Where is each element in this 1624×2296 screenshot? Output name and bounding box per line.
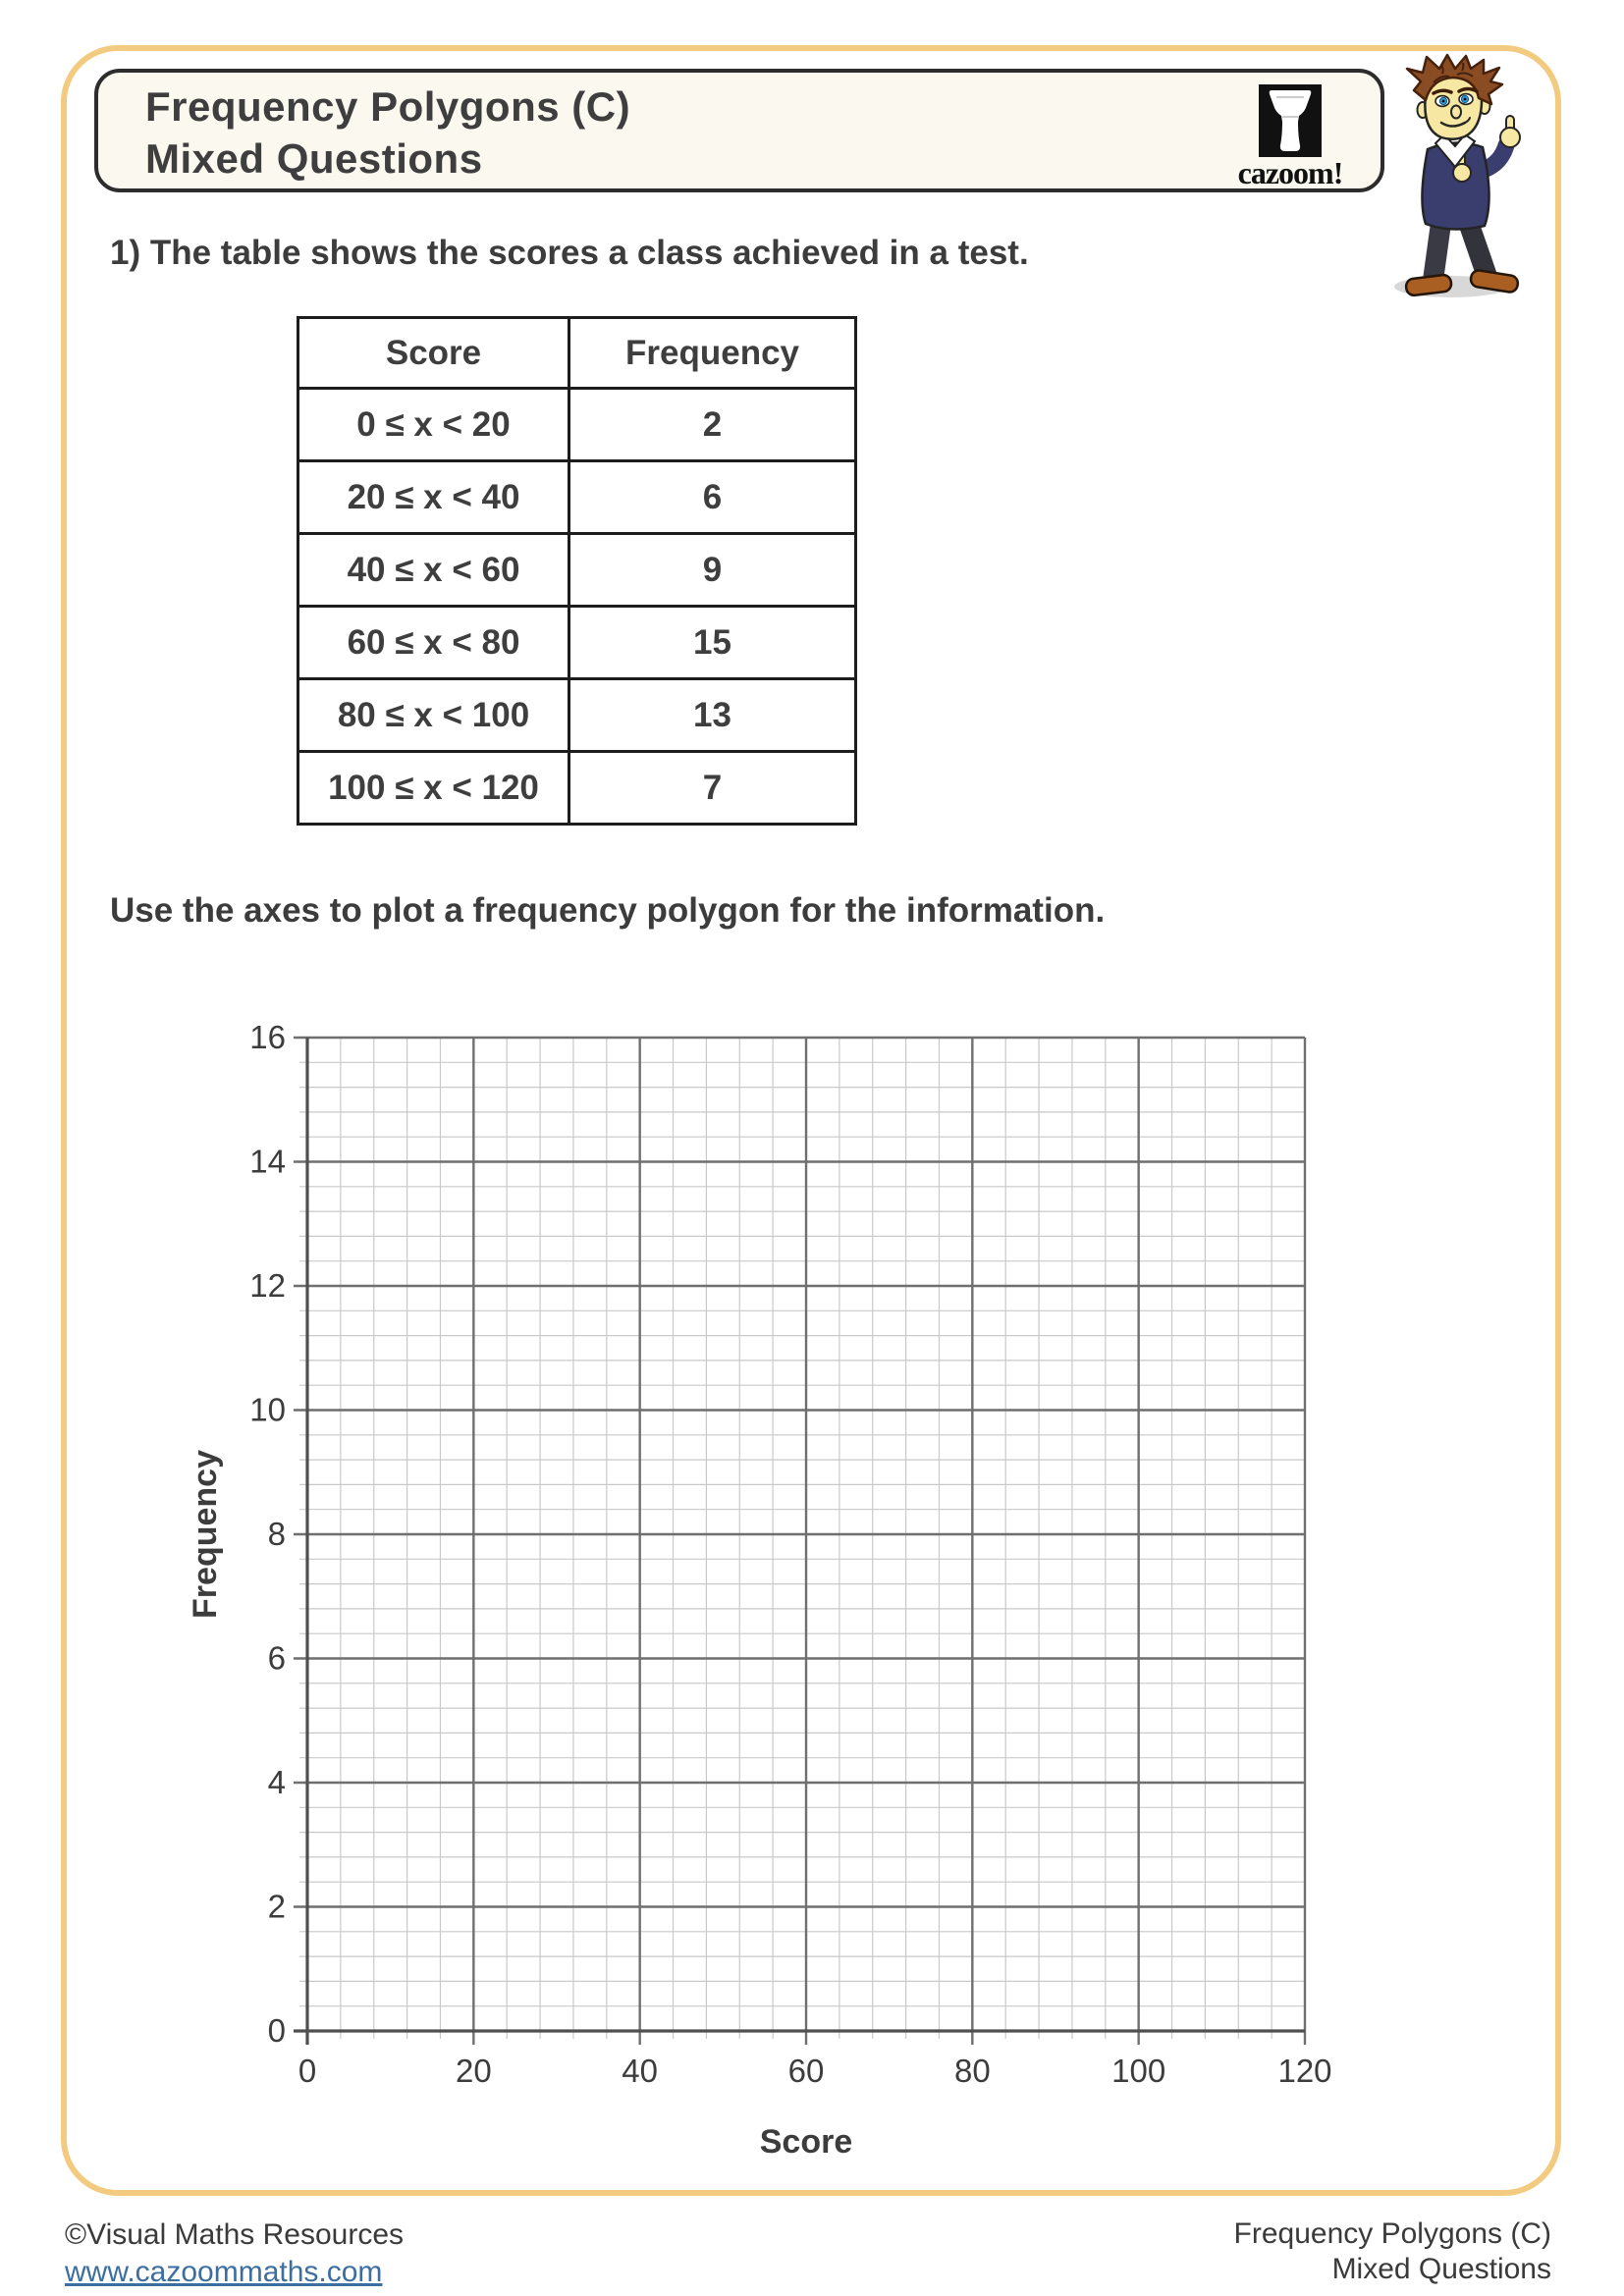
x-axis-tick-label: 0 [298,2053,317,2089]
table-row [298,461,856,534]
y-axis-tick-label: 14 [249,1143,286,1180]
column-header-frequency: Frequency [569,318,856,389]
footer-doc-subtitle: Mixed Questions [1331,2253,1551,2285]
score-interval-cell: 60 ≤ x < 80 [298,607,569,679]
y-axis-tick-label: 10 [249,1391,286,1428]
y-axis-tick-label: 16 [249,1019,286,1055]
y-axis-title: Frequency [187,1450,224,1619]
y-axis-tick-label: 2 [267,1888,286,1925]
y-axis-tick-label: 4 [267,1764,286,1800]
column-header-score: Score [298,318,569,389]
footer-credit-block [65,2216,404,2291]
y-axis-tick-label: 8 [267,1516,286,1552]
x-axis-tick-label: 80 [953,2053,991,2089]
graph-grid[interactable] [177,1001,1414,2179]
table-row [298,534,856,607]
mascot-right-hand [1500,116,1520,147]
frequency-value-cell: 15 [569,607,856,679]
score-interval-cell: 20 ≤ x < 40 [298,461,569,534]
frequency-value-cell: 2 [569,389,856,461]
x-axis-title: Score [759,2123,853,2161]
x-axis-tick-label: 100 [1111,2053,1166,2089]
frequency-value-cell: 6 [569,461,856,534]
score-interval-cell: 100 ≤ x < 120 [298,752,569,825]
footer-doc-title: Frequency Polygons (C) [1233,2217,1551,2250]
worksheet-title [145,80,630,185]
table-row [298,607,856,679]
score-interval-cell: 80 ≤ x < 100 [298,679,569,752]
score-interval-cell: 40 ≤ x < 60 [298,534,569,607]
table-row [298,389,856,461]
score-interval-cell: 0 ≤ x < 20 [298,389,569,461]
worksheet-title-line2: Mixed Questions [145,135,483,182]
x-axis-tick-label: 60 [787,2053,825,2089]
x-axis-tick-label: 20 [455,2053,492,2089]
y-axis-tick-label: 6 [267,1639,286,1677]
table-header-row [298,318,856,389]
frequency-value-cell: 9 [569,534,856,607]
cartoon-boy-mascot [1390,53,1528,298]
y-axis-tick-label: 0 [267,2012,286,2049]
question-prompt: 1) The table shows the scores a class achieved in a test. [110,234,1029,272]
x-axis-tick-label: 40 [622,2053,659,2089]
table-row [298,752,856,825]
frequency-polygon-axes[interactable] [177,1001,1414,2184]
cazoom-logo [1227,84,1353,191]
cazoom-logo-text: cazoom! [1237,155,1343,190]
plot-instruction: Use the axes to plot a frequency polygon for the information. [110,891,1106,930]
frequency-table [297,316,857,826]
copyright-text: ©Visual Maths Resources [65,2218,405,2251]
worksheet-title-line1: Frequency Polygons (C) [145,83,631,130]
frequency-value-cell: 13 [569,679,856,752]
cazoom-website-link[interactable]: www.cazoommaths.com [65,2256,383,2288]
frequency-value-cell: 7 [569,752,856,825]
x-axis-tick-label: 120 [1277,2053,1332,2089]
drum-icon [1259,84,1322,157]
worksheet-header [94,69,1384,192]
table-row [298,679,856,752]
y-axis-tick-label: 12 [249,1267,286,1304]
footer-doc-block [1234,2216,1551,2287]
